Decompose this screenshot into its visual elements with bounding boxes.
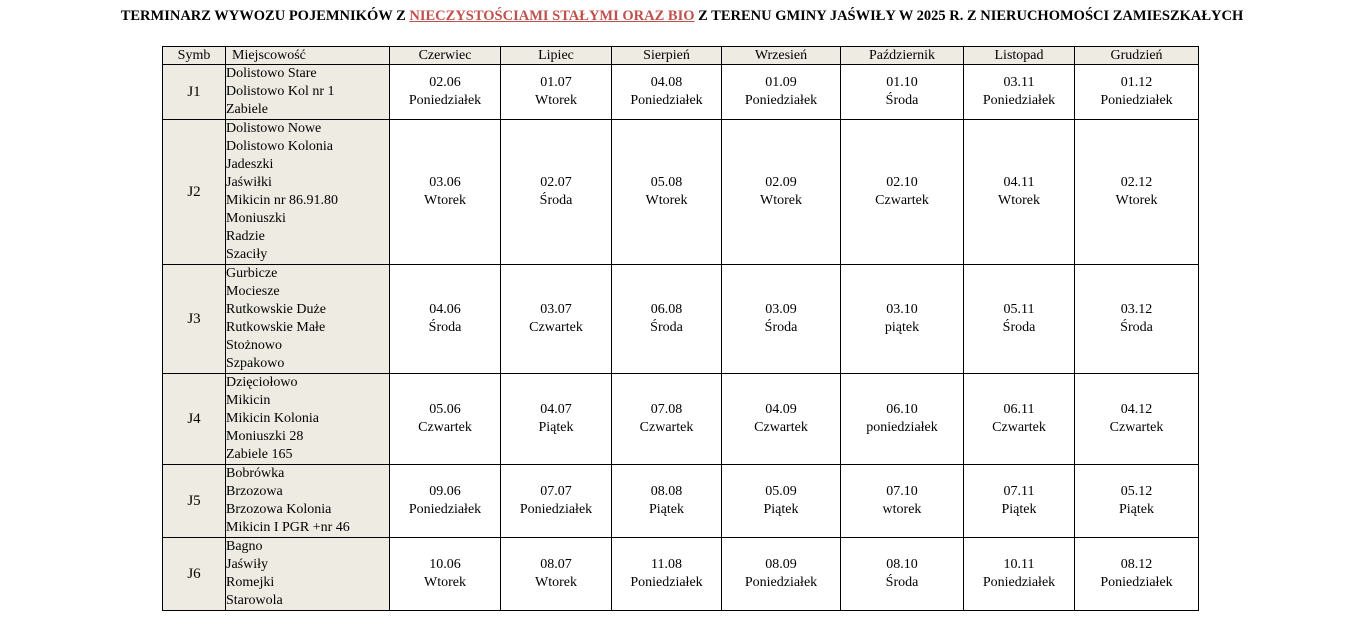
pickup-date: 02.10: [886, 175, 918, 190]
title-highlight: NIECZYSTOŚCIAMI STAŁYMI ORAZ BIO: [409, 8, 695, 24]
pickup-weekday: Poniedziałek: [744, 575, 818, 590]
header-august: Sierpień: [612, 47, 722, 65]
pickup-weekday: Czwartek: [875, 193, 929, 208]
pickup-cell-june: [390, 538, 501, 611]
location-name: Dolistowo Nowe: [226, 121, 322, 136]
pickup-cell-november: [964, 538, 1075, 611]
header-november: Listopad: [964, 47, 1075, 65]
location-name: Dolistowo Kolonia: [226, 139, 333, 154]
location-name: Mociesze: [226, 284, 280, 299]
pickup-cell-august: [612, 538, 722, 611]
pickup-cell-october: [841, 265, 964, 374]
pickup-weekday: Poniedziałek: [519, 502, 593, 517]
pickup-cell-september: [722, 374, 841, 465]
location-list: [226, 465, 390, 538]
pickup-date: 03.07: [540, 302, 572, 317]
pickup-weekday: Czwartek: [639, 420, 694, 435]
location-name: Mikicin I PGR +nr 46: [226, 520, 350, 535]
pickup-weekday: Wtorek: [760, 193, 802, 208]
location-name: Bagno: [226, 539, 263, 554]
pickup-cell-october: [841, 465, 964, 538]
location-name: Dolistowo Stare: [226, 66, 317, 81]
pickup-weekday: Piątek: [538, 420, 574, 435]
location-name: Dzięciołowo: [226, 375, 298, 390]
zone-symbol: J5: [163, 465, 226, 538]
pickup-cell-july: [501, 538, 612, 611]
pickup-cell-november: [964, 265, 1075, 374]
pickup-cell-june: [390, 465, 501, 538]
pickup-weekday: Środa: [1002, 320, 1036, 335]
pickup-weekday: Wtorek: [535, 575, 577, 590]
zone-symbol: J2: [163, 120, 226, 265]
pickup-cell-july: [501, 465, 612, 538]
pickup-weekday: Środa: [764, 320, 798, 335]
pickup-cell-june: [390, 374, 501, 465]
location-list: [226, 65, 390, 120]
pickup-cell-september: [722, 465, 841, 538]
pickup-weekday: Wtorek: [645, 193, 688, 208]
pickup-cell-october: [841, 65, 964, 120]
title-suffix: Z TERENU GMINY JAŚWIŁY W 2025 R. Z NIERUCHOMOŚCI ZAMIESZKAŁYCH: [694, 8, 1244, 24]
pickup-weekday: Czwartek: [529, 320, 583, 335]
pickup-weekday: Poniedziałek: [630, 575, 703, 590]
pickup-date: 08.08: [650, 484, 683, 499]
location-name: Dolistowo Kol nr 1: [226, 84, 335, 99]
location-name: Mikicin: [226, 393, 271, 408]
pickup-date: 03.10: [886, 302, 918, 317]
pickup-cell-august: [612, 465, 722, 538]
pickup-weekday: Wtorek: [424, 575, 466, 590]
pickup-weekday: Środa: [1120, 320, 1153, 335]
pickup-date: 04.08: [650, 75, 683, 90]
pickup-weekday: Piątek: [1001, 502, 1037, 517]
schedule-row-j5: [163, 465, 1199, 538]
pickup-date: 05.06: [429, 402, 461, 417]
pickup-cell-september: [722, 265, 841, 374]
schedule-row-j1: [163, 65, 1199, 120]
header-location: Miejscowość: [226, 47, 390, 65]
pickup-date: 02.09: [765, 175, 797, 190]
pickup-weekday: Czwartek: [992, 420, 1046, 435]
document-title: [0, 8, 1364, 25]
pickup-date: 06.11: [1003, 402, 1035, 417]
pickup-cell-november: [964, 465, 1075, 538]
pickup-cell-july: [501, 265, 612, 374]
pickup-date: 03.12: [1120, 302, 1153, 317]
pickup-date: 10.06: [429, 557, 461, 572]
collection-schedule-table: [162, 46, 1199, 611]
pickup-date: 04.06: [429, 302, 461, 317]
pickup-date: 04.07: [540, 402, 572, 417]
header-september: Wrzesień: [722, 47, 841, 65]
header-december: Grudzień: [1075, 47, 1199, 65]
pickup-date: 09.06: [429, 484, 461, 499]
header-july: Lipiec: [501, 47, 612, 65]
pickup-weekday: Środa: [885, 93, 919, 108]
pickup-cell-december: [1075, 374, 1199, 465]
pickup-cell-november: [964, 65, 1075, 120]
pickup-weekday: Poniedziałek: [982, 93, 1056, 108]
pickup-date: 01.12: [1120, 75, 1153, 90]
location-name: Moniuszki 28: [226, 429, 304, 444]
pickup-cell-september: [722, 120, 841, 265]
pickup-weekday: wtorek: [882, 502, 922, 517]
location-name: Stożnowo: [226, 338, 282, 353]
location-list: [226, 120, 390, 265]
pickup-cell-august: [612, 265, 722, 374]
schedule-row-j4: [163, 374, 1199, 465]
pickup-date: 10.11: [1003, 557, 1035, 572]
location-name: Zabiele: [226, 102, 268, 117]
pickup-date: 05.12: [1120, 484, 1153, 499]
pickup-weekday: Poniedziałek: [1100, 575, 1173, 590]
pickup-date: 03.11: [1003, 75, 1035, 90]
location-name: Starowola: [226, 593, 283, 608]
zone-symbol: J3: [163, 265, 226, 374]
location-list: [226, 374, 390, 465]
pickup-weekday: Piątek: [1119, 502, 1154, 517]
pickup-date: 01.07: [540, 75, 572, 90]
location-name: Gurbicze: [226, 266, 278, 281]
pickup-cell-october: [841, 374, 964, 465]
location-name: Mikicin nr 86.91.80: [226, 193, 338, 208]
zone-symbol: J1: [163, 65, 226, 120]
pickup-cell-november: [964, 374, 1075, 465]
pickup-date: 07.07: [540, 484, 572, 499]
header-june: Czerwiec: [390, 47, 501, 65]
pickup-weekday: Czwartek: [1109, 420, 1164, 435]
title-prefix: TERMINARZ WYWOZU POJEMNIKÓW Z: [120, 8, 410, 24]
pickup-date: 11.08: [651, 557, 682, 572]
pickup-date: 08.10: [886, 557, 918, 572]
pickup-cell-december: [1075, 265, 1199, 374]
pickup-cell-october: [841, 120, 964, 265]
location-name: Radzie: [226, 229, 265, 244]
pickup-weekday: Piątek: [763, 502, 799, 517]
pickup-date: 07.08: [650, 402, 683, 417]
location-name: Mikicin Kolonia: [226, 411, 319, 426]
pickup-weekday: Poniedziałek: [982, 575, 1056, 590]
pickup-date: 01.10: [886, 75, 918, 90]
pickup-cell-october: [841, 538, 964, 611]
pickup-cell-june: [390, 120, 501, 265]
pickup-weekday: poniedziałek: [866, 420, 938, 435]
location-name: Zabiele 165: [226, 447, 293, 462]
location-name: Bobrówka: [226, 466, 285, 481]
pickup-weekday: Poniedziałek: [630, 93, 703, 108]
pickup-date: 08.07: [540, 557, 572, 572]
pickup-date: 04.12: [1120, 402, 1153, 417]
pickup-cell-august: [612, 374, 722, 465]
header-symbol: Symb: [163, 47, 226, 65]
pickup-date: 03.09: [765, 302, 797, 317]
pickup-date: 07.10: [886, 484, 918, 499]
pickup-date: 07.11: [1003, 484, 1035, 499]
pickup-cell-december: [1075, 538, 1199, 611]
pickup-weekday: Wtorek: [424, 193, 466, 208]
pickup-cell-july: [501, 374, 612, 465]
pickup-date: 05.08: [650, 175, 683, 190]
pickup-cell-june: [390, 65, 501, 120]
location-name: Jaświłki: [226, 175, 272, 190]
pickup-date: 02.06: [429, 75, 461, 90]
pickup-date: 03.06: [429, 175, 461, 190]
pickup-cell-december: [1075, 465, 1199, 538]
location-name: Szaciły: [226, 247, 268, 262]
pickup-weekday: Czwartek: [754, 420, 808, 435]
pickup-date: 05.09: [765, 484, 797, 499]
pickup-date: 04.09: [765, 402, 797, 417]
pickup-weekday: piątek: [884, 320, 920, 335]
location-list: [226, 538, 390, 611]
pickup-cell-september: [722, 65, 841, 120]
location-name: Moniuszki: [226, 211, 286, 226]
pickup-weekday: Środa: [539, 193, 573, 208]
pickup-cell-september: [722, 538, 841, 611]
pickup-date: 02.07: [540, 175, 572, 190]
pickup-weekday: Wtorek: [1115, 193, 1158, 208]
pickup-cell-june: [390, 265, 501, 374]
pickup-weekday: Środa: [650, 320, 683, 335]
pickup-cell-july: [501, 65, 612, 120]
pickup-date: 06.10: [886, 402, 918, 417]
pickup-weekday: Środa: [428, 320, 462, 335]
location-name: Jadeszki: [226, 157, 274, 172]
pickup-weekday: Piątek: [649, 502, 684, 517]
schedule-row-j3: [163, 265, 1199, 374]
pickup-weekday: Wtorek: [998, 193, 1040, 208]
pickup-cell-december: [1075, 65, 1199, 120]
location-name: Szpakowo: [226, 356, 285, 371]
pickup-date: 06.08: [650, 302, 683, 317]
header-row: [163, 47, 1199, 65]
pickup-weekday: Poniedziałek: [1100, 93, 1173, 108]
pickup-weekday: Czwartek: [418, 420, 472, 435]
pickup-date: 05.11: [1003, 302, 1035, 317]
schedule-row-j6: [163, 538, 1199, 611]
pickup-cell-july: [501, 120, 612, 265]
header-october: Październik: [841, 47, 964, 65]
pickup-date: 02.12: [1120, 175, 1153, 190]
pickup-date: 01.09: [765, 75, 797, 90]
location-list: [226, 265, 390, 374]
pickup-cell-august: [612, 65, 722, 120]
pickup-weekday: Środa: [885, 575, 919, 590]
zone-symbol: J6: [163, 538, 226, 611]
pickup-weekday: Poniedziałek: [408, 93, 482, 108]
pickup-cell-december: [1075, 120, 1199, 265]
pickup-date: 08.12: [1120, 557, 1153, 572]
schedule-row-j2: [163, 120, 1199, 265]
location-name: Rutkowskie Duże: [226, 302, 326, 317]
location-name: Romejki: [226, 575, 275, 590]
location-name: Brzozowa: [226, 484, 283, 499]
pickup-weekday: Poniedziałek: [744, 93, 818, 108]
pickup-cell-august: [612, 120, 722, 265]
pickup-cell-november: [964, 120, 1075, 265]
pickup-weekday: Wtorek: [535, 93, 577, 108]
zone-symbol: J4: [163, 374, 226, 465]
pickup-date: 04.11: [1003, 175, 1035, 190]
pickup-weekday: Poniedziałek: [408, 502, 482, 517]
location-name: Jaświły: [226, 557, 268, 572]
pickup-date: 08.09: [765, 557, 797, 572]
location-name: Rutkowskie Małe: [226, 320, 326, 335]
location-name: Brzozowa Kolonia: [226, 502, 332, 517]
